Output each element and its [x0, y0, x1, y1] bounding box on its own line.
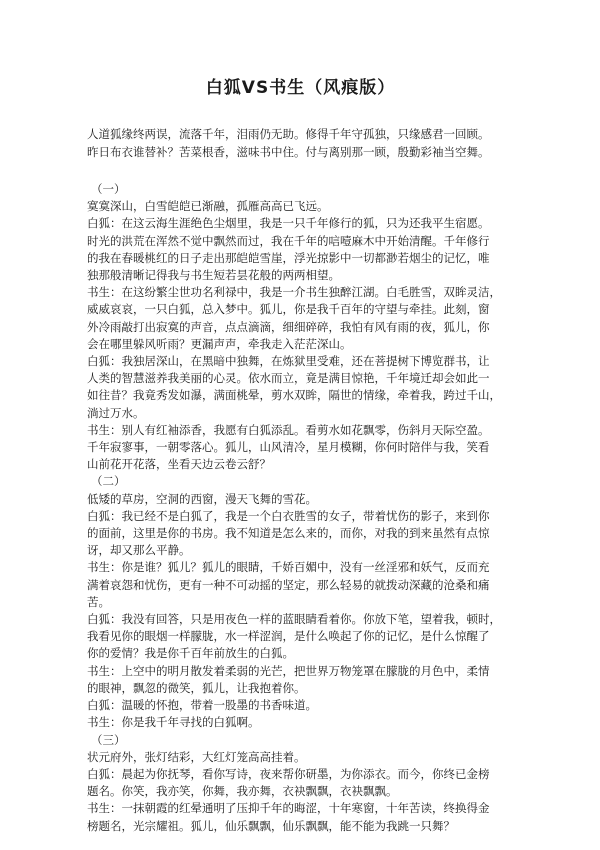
text-line: 威威哀哀，一只白狐，总入梦中。狐儿，你是我千百年的守望与牵挂。此刻，窗 [87, 302, 490, 317]
text-line: 会在哪里躲风听雨？更漏声声，牵我走入茫茫深山。 [87, 336, 352, 351]
text-line: 白狐：晨起为你抚琴，看你写诗，夜来帮你研墨，为你添衣。而今，你终已金榜 [87, 766, 490, 781]
text-line: 题名。你笑，我亦笑，你舞，我亦舞，衣袂飘飘，衣袂飘飘。 [87, 784, 398, 799]
text-line: 苦。 [87, 594, 110, 609]
text-line: 我看见你的眼烟一样朦胧，水一样涩润，是什么唤起了你的记忆，是什么惊醒了 [87, 629, 490, 644]
text-line: 人类的智慧滋养我美丽的心灵。依水而立，竟是满目惊艳，千年境迁却会如此一 [87, 371, 490, 386]
text-line: 书生：别人有红袖添香，我愿有白狐添乱。看剪水如花飘零，伤斜月天际空盈。 [87, 422, 490, 437]
text-line: 状元府外，张灯结彩，大红灯笼高高挂着。 [87, 749, 306, 764]
text-line: 白狐：我已经不是白狐了，我是一个白衣胜雪的女子，带着忧伤的影子，来到你 [87, 508, 490, 523]
text-line: 白狐：在这云海生涯绝色尘烟里，我是一只千年修行的狐，只为还我平生宿愿。 [87, 216, 490, 231]
text-line: 寞寞深山，白雪皑皑已渐融，孤雁高高已飞远。 [87, 199, 329, 214]
section-heading: （一） [91, 182, 126, 196]
text-line: 榜题名，光宗耀祖。狐儿，仙乐飘飘，仙乐飘飘，能不能为我跳一只舞？ [87, 818, 455, 833]
story-body [87, 181, 514, 835]
text-line: 的眼神，飘忽的微笑，狐儿，让我抱着你。 [87, 680, 306, 695]
text-line: 千年寂寥事，一朝零落心。狐儿，山风清冷，星月模糊，你何时陪伴与我，笑看 [87, 440, 490, 455]
text-line: 独那般清晰记得我与书生短若昙花般的两两相望。 [87, 268, 340, 283]
section-heading: （二） [91, 474, 126, 489]
text-line: 低矮的草房，空洞的西窗，漫天飞舞的雪花。 [87, 491, 317, 506]
intro-verse [87, 125, 514, 161]
text-line: 讶，却又那么平静。 [87, 543, 191, 558]
text-line: 外冷雨敲打出寂寞的声音，点点滴滴，细细碎碎，我怕有风有雨的夜，狐儿，你 [87, 319, 490, 334]
text-line: 白狐：温暖的怀抱，带着一股墨的书香味道。 [87, 698, 317, 713]
text-line: 白狐：我独居深山，在黑暗中独舞，在炼狱里受难，还在菩提树下博览群书，让 [87, 354, 490, 369]
text-line: 书生：上空中的明月散发着柔弱的光芒，把世界万物笼罩在朦胧的月色中，柔情 [87, 663, 490, 678]
text-line: 书生：一抹朝霞的红晕通明了压抑千年的晦涩，十年寒窗，十年苦读，终换得金 [87, 801, 490, 816]
text-line: 的面前，这里是你的书房。我不知道是怎么来的，而你，对我的到来虽然有点惊 [87, 526, 490, 541]
page-title: 白狐VS书生（风痕版） [205, 78, 396, 98]
text-line: 淌过万水。 [87, 405, 145, 420]
text-line: 满着哀怨和忧伤，更有一种不可动摇的坚定，那么轻易的就拨动深藏的沧桑和痛 [87, 577, 490, 592]
text-line: 书生：你是谁？狐儿？狐儿的眼睛，千娇百媚中，没有一丝淫邪和妖气，反而充 [87, 560, 490, 575]
text-line: 书生：你是我千年寻找的白狐啊。 [87, 715, 260, 730]
text-line: 书生：在这纷繁尘世功名利禄中，我是一介书生独醉江湖。白毛胜雪，双眸灵洁， [87, 285, 501, 300]
intro-line: 昨日布衣谁替补？苦菜根香，滋味书中住。付与离别那一顾，殷勤彩袖当空舞。 [87, 145, 490, 159]
text-line: 山前花开花落，坐看天边云卷云舒？ [87, 457, 271, 472]
text-line: 你的爱情？我是你千百年前放生的白狐。 [87, 646, 294, 661]
text-line: 时光的洪荒在浑然不觉中飘然而过，我在千年的唁噎麻木中开始清醒。千年修行 [87, 233, 490, 248]
text-line: 如往昔？我竟秀发如瀑，满面桃晕，剪水双眸，隔世的情缘，牵着我，跨过千山， [87, 388, 501, 403]
section-heading: （三） [91, 732, 126, 747]
intro-line: 人道狐缘终两误，流落千年，泪雨仍无助。修得千年守孤独，只缘感君一回顾。 [87, 127, 490, 141]
text-line: 的我在春暖桃红的日子走出那皑皑雪崖，浮光掠影中一切都渺若烟尘的记忆，唯 [87, 250, 490, 265]
text-line: 白狐：我没有回答，只是用夜色一样的蓝眼睛看着你。你放下笔，望着我，顿时， [87, 612, 501, 627]
